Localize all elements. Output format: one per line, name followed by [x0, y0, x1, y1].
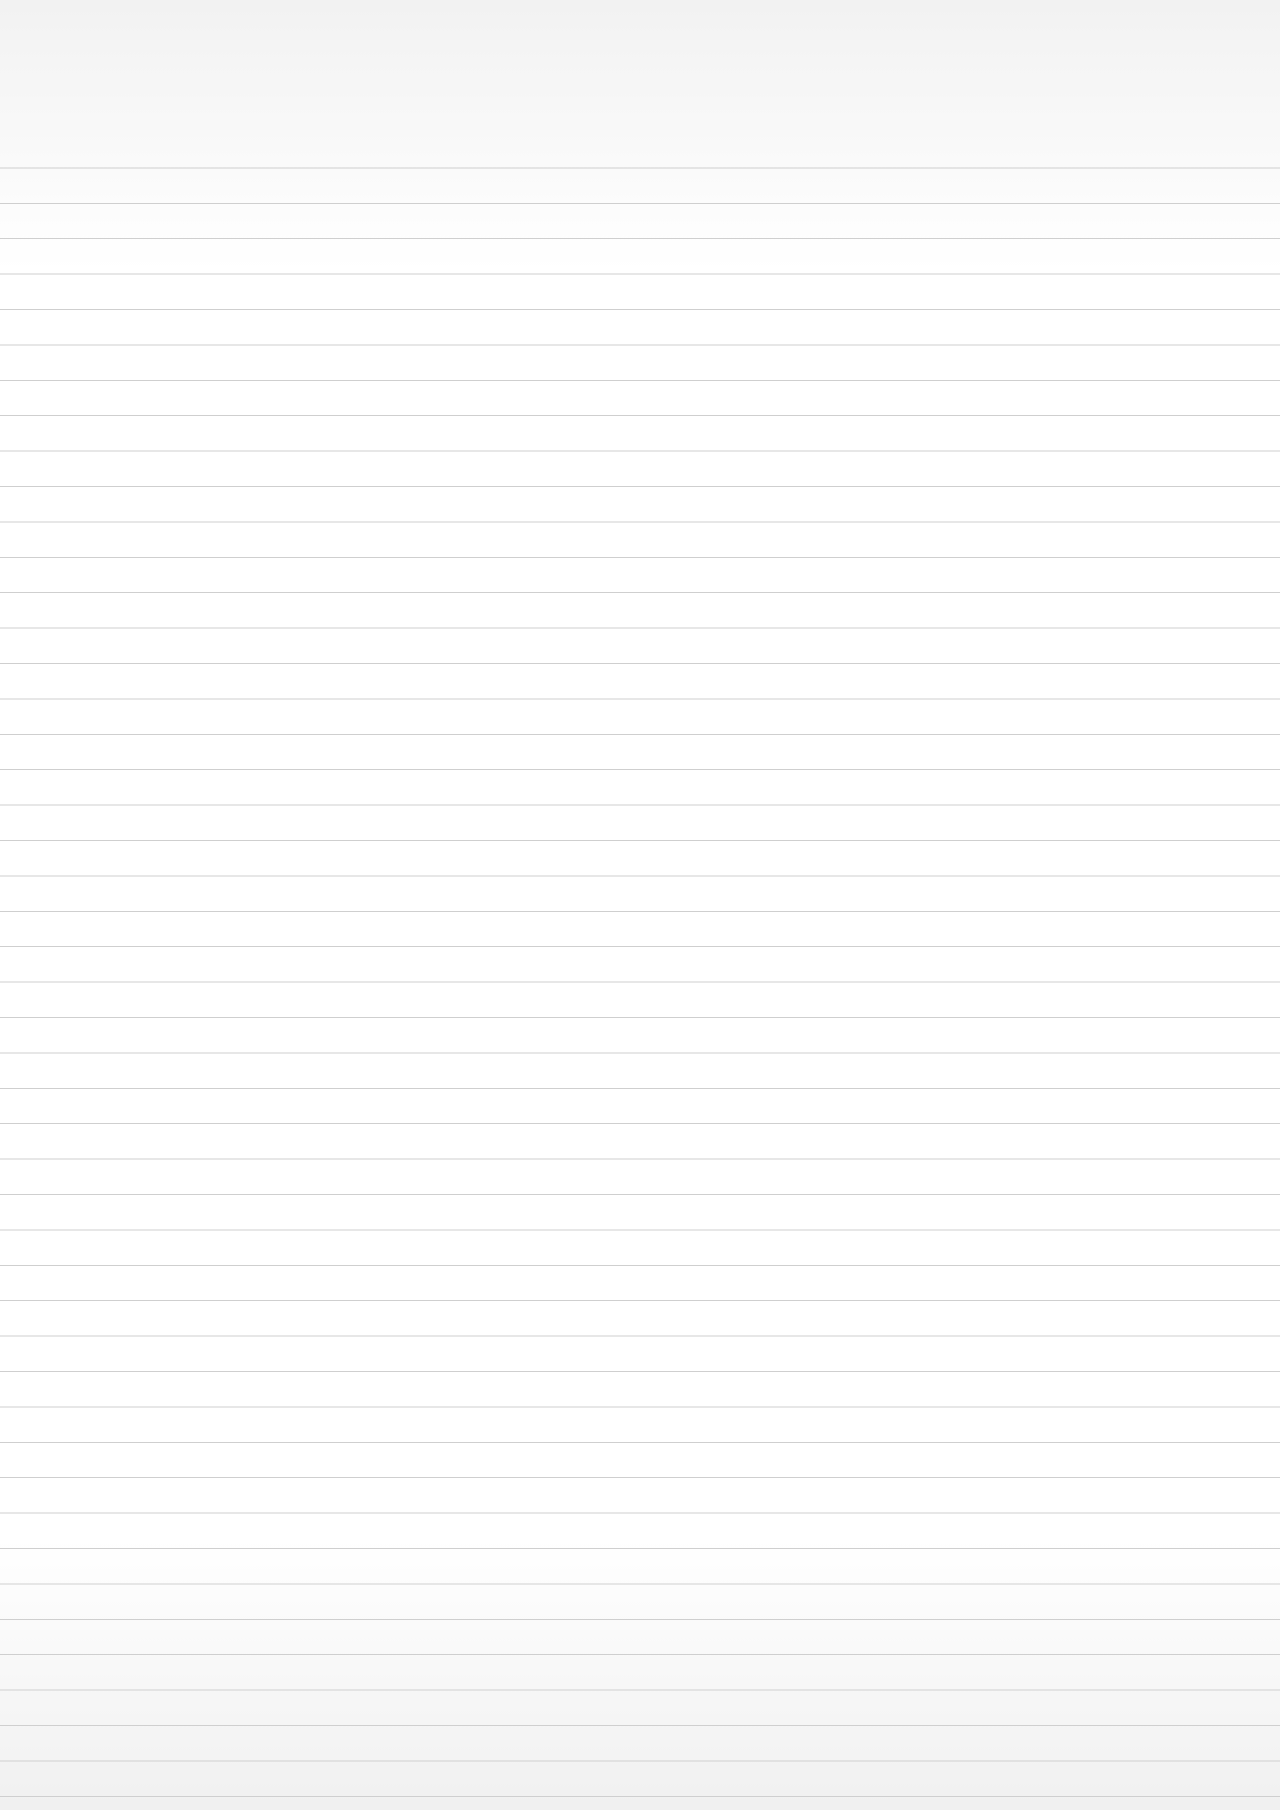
paragraph: [20, 275, 1260, 310]
paragraph: [20, 841, 1260, 876]
paragraph: [20, 558, 1260, 593]
paragraph: [20, 204, 1260, 239]
paragraph: [20, 770, 1260, 805]
paragraph: [20, 628, 1260, 663]
paragraph: [20, 487, 1260, 522]
paragraph: [20, 345, 1260, 380]
paragraph: [20, 912, 1260, 947]
page-body: [20, 133, 1260, 1053]
paragraph: [20, 699, 1260, 734]
paragraph: [20, 133, 1260, 168]
paragraph: [20, 416, 1260, 451]
paragraph: [20, 982, 1260, 1017]
